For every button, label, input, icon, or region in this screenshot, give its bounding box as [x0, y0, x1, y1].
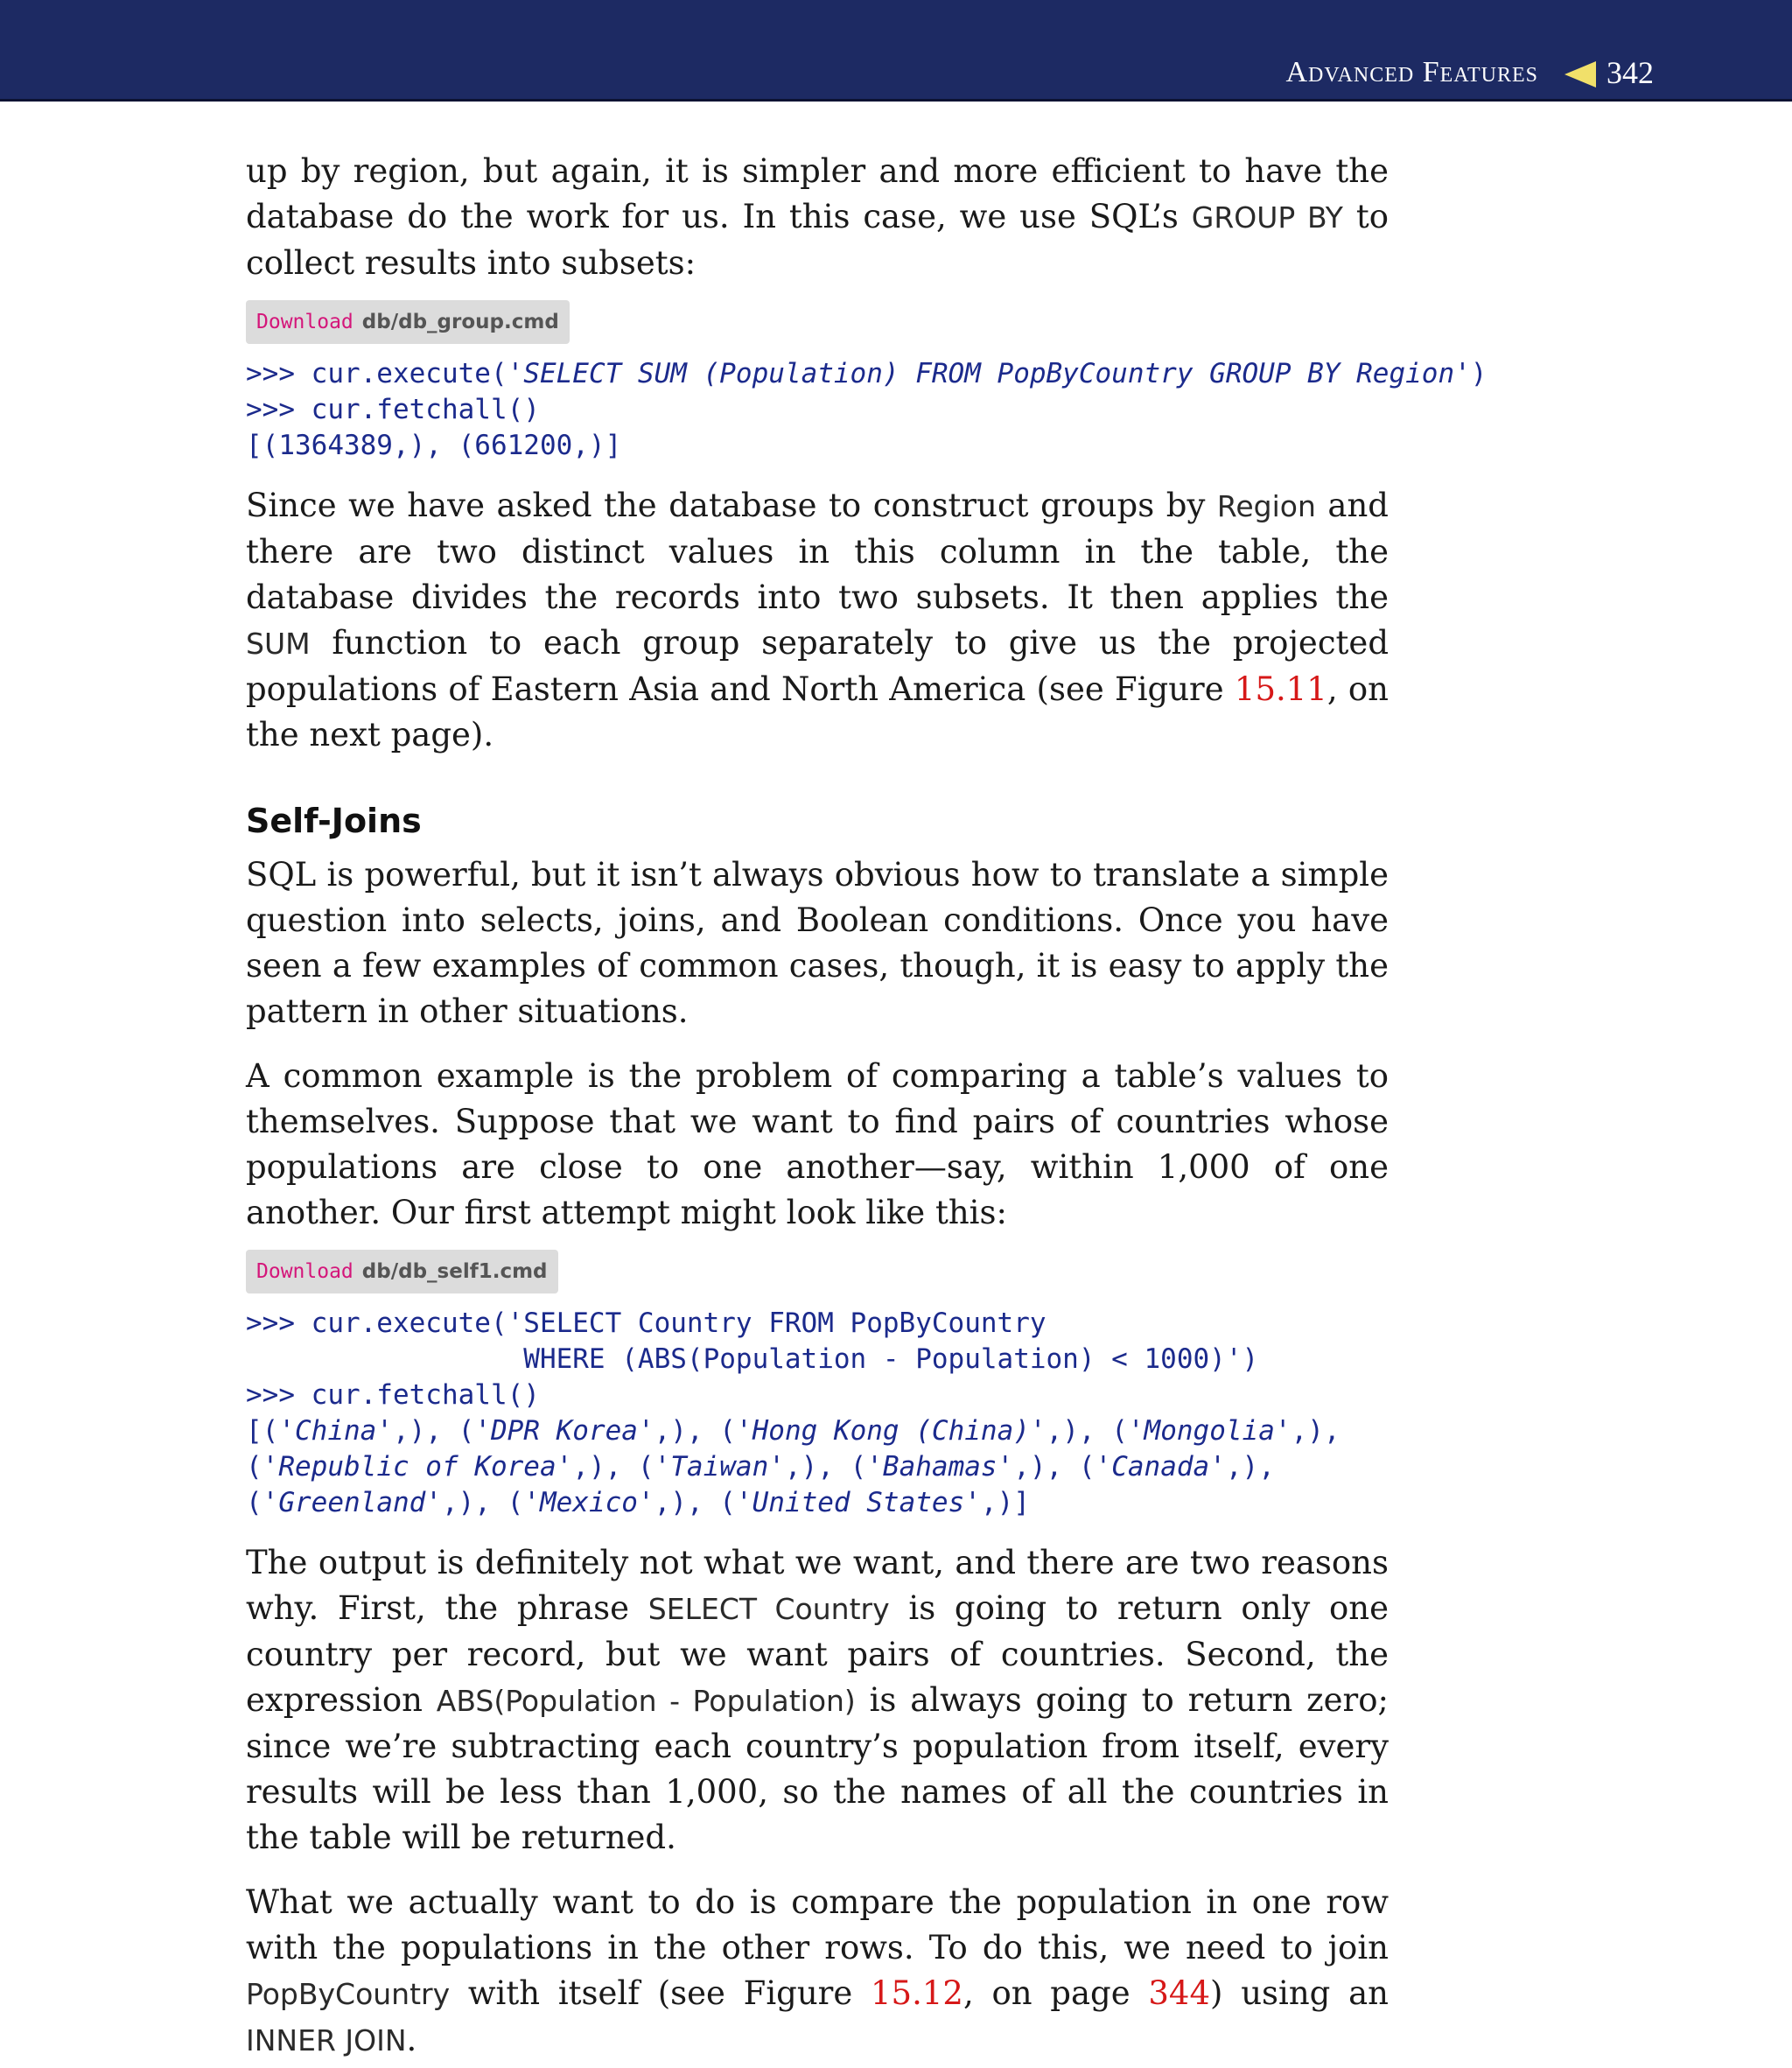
country-string: 'Mexico' [523, 1487, 654, 1518]
inline-code-region: Region [1216, 489, 1316, 523]
download-row-1 [246, 300, 1389, 344]
paragraph-common-example: A common example is the problem of comparing a table’s values to themselves. Suppose that we want to find pairs of countries whose populations are close to one another—say, within 1,000 of one another. Our first attempt might look like this: [246, 1057, 1389, 1231]
text-run: , on page [962, 1974, 1149, 2012]
country-string: 'Canada' [1095, 1451, 1226, 1483]
section-heading-self-joins: Self-Joins [246, 802, 422, 840]
country-string: 'Taiwan' [654, 1451, 785, 1483]
text-run: ) using an [1210, 1974, 1389, 2012]
page-number: 342 [1606, 55, 1654, 90]
code-string: 'SELECT SUM (Population) FROM PopByCountry GROUP BY Region' [507, 358, 1471, 389]
text-run: up by region, but again, it is simpler and more efficient to have the database do the work for us. In this case, we use SQL’s [246, 152, 1389, 235]
code-line: >>> cur.execute('SELECT Country FROM PopByCountry [246, 1307, 1046, 1339]
inline-code-group-by: GROUP BY [1191, 200, 1343, 235]
download-label: Download [256, 311, 354, 333]
code-text: >>> cur.execute( [246, 358, 508, 389]
code-block-self-join: >>> cur.execute('SELECT Country FROM PopByCountry WHERE (ABS(Population - Population) < 1000)') >>> cur.fetchall() [('China',), ('DPR Korea',), ('Hong Kong (China)',), ('Mongolia',), ('Republic of Korea',), ('Taiwan',), ('Bahamas',), ('Canada',), ('Greenland',), ('Mexico',), ('United States',)] [246, 1307, 1340, 1518]
paragraph-output-wrong [246, 1540, 1389, 1861]
page-header-bar [0, 0, 1792, 102]
paragraph-group-by-intro [246, 149, 1389, 286]
page-link-344[interactable]: 344 [1148, 1974, 1211, 2012]
download-path: db/db_self1.cmd [361, 1260, 548, 1283]
paragraph-sql-powerful: SQL is powerful, but it isn’t always obvious how to translate a simple question into selects, joins, and Boolean conditions. Once you have seen a few examples of common cases, though, it is easy to apply the pattern in other situations. [246, 856, 1389, 1030]
code-line: >>> cur.fetchall() [246, 1379, 540, 1411]
running-header-title: Advanced Features [1285, 56, 1538, 88]
paragraph-inner-join [246, 1880, 1389, 2064]
code-text: ) [1470, 358, 1488, 389]
code-block-group-by [246, 356, 1488, 464]
paragraph-group-explanation [246, 483, 1389, 758]
download-link-db-group[interactable] [246, 300, 570, 344]
country-string: 'Bahamas' [866, 1451, 1014, 1483]
text-run: The output is definitely not what we want, and there are two reasons why. First, the phrase [246, 1544, 1389, 1627]
inline-code-abs-expression: ABS(Population - Population) [436, 1684, 856, 1718]
text-run: is going to return only one country per record, but we want pairs of countries. Second, the expression [246, 1589, 1389, 1719]
text-run: What we actually want to do is compare the population in one row with the populations in the other rows. To do this, we need to join [246, 1883, 1389, 1966]
figure-link-15-12[interactable]: 15.12 [871, 1974, 963, 2012]
text-run: , on the next page). [246, 670, 1389, 754]
download-path: db/db_group.cmd [361, 311, 559, 333]
text-run: with itself (see Figure [450, 1974, 872, 2012]
text-run: to collect results into subsets: [246, 198, 1390, 282]
country-string: 'Greenland' [262, 1487, 442, 1518]
download-label: Download [256, 1260, 354, 1283]
inline-code-popbycountry: PopByCountry [246, 1977, 451, 2011]
text-run: Since we have asked the database to construct groups by [246, 487, 1217, 524]
text-run: function to each group separately to give us the projected populations of Eastern Asia and North America (see Figure [246, 624, 1389, 708]
country-string: 'Mongolia' [1127, 1415, 1292, 1447]
figure-link-15-11[interactable]: 15.11 [1234, 670, 1327, 708]
download-row-2 [246, 1250, 1389, 1293]
code-line: >>> cur.fetchall() [246, 394, 540, 425]
country-string: 'Republic of Korea' [262, 1451, 573, 1483]
country-string: 'United States' [735, 1487, 981, 1518]
inline-code-inner-join: INNER JOIN [246, 2023, 407, 2057]
back-arrow-icon[interactable] [1564, 61, 1596, 88]
code-output: [(1364389,), (661200,)] [246, 430, 622, 461]
text-run: . [406, 2021, 417, 2058]
text-run: is always going to return zero; since we’re subtracting each country’s population from itself, every results will be less than 1,000, so the names of all the countries in the table will be returned. [246, 1681, 1389, 1856]
country-string: 'Hong Kong (China)' [735, 1415, 1046, 1447]
code-line: WHERE (ABS(Population - Population) < 1000)') [246, 1343, 1259, 1375]
inline-code-select-country: SELECT Country [648, 1592, 890, 1626]
download-link-db-self1[interactable] [246, 1250, 558, 1293]
country-string: 'China' [278, 1415, 393, 1447]
country-string: 'DPR Korea' [474, 1415, 654, 1447]
inline-code-sum: SUM [246, 627, 311, 661]
page-content [246, 149, 1488, 2064]
text-run: and there are two distinct values in this column in the table, the database divides the records into two subsets. It then applies the [246, 487, 1389, 616]
